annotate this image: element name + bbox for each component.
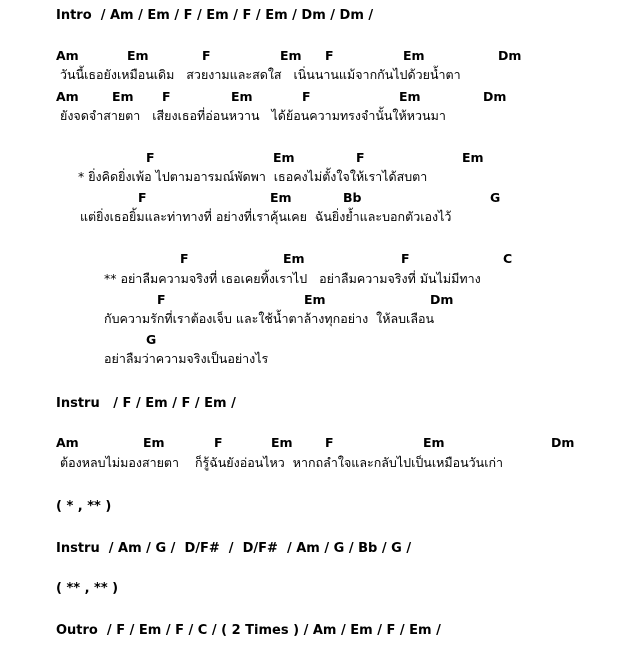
chord: Em: [403, 48, 425, 63]
chord: Em: [112, 89, 134, 104]
chord: F: [138, 190, 147, 205]
chord: Em: [270, 190, 292, 205]
chord: Em: [143, 435, 165, 450]
chord: Em: [280, 48, 302, 63]
lyric-line: * ยิ่งคิดยิ่งเพ้อ ไปตามอารมณ์พัดพา เธอคงไม่ตั้งใจให้เราได้สบตา: [78, 169, 428, 184]
chord: Dm: [430, 292, 454, 307]
chord: G: [490, 190, 501, 205]
chord: F: [180, 251, 189, 266]
chord: Em: [423, 435, 445, 450]
lyric-line: ** อย่าลืมความจริงที่ เธอเคยทิ้งเราไป อย่าลืมความจริงที่ มันไม่มีทาง: [104, 271, 481, 286]
chord: Am: [56, 435, 79, 450]
chord: F: [401, 251, 410, 266]
chord: Bb: [343, 190, 362, 205]
chord: G: [146, 332, 157, 347]
chord: Em: [399, 89, 421, 104]
instrumental-line: Instru / F / Em / F / Em /: [56, 396, 236, 411]
chord: Em: [271, 435, 293, 450]
lyric-line: อย่าลืมว่าความจริงเป็นอย่างไร: [104, 351, 269, 366]
lyric-line: กับความรักที่เราต้องเจ็บ และใช้น้ำตาล้างทุกอย่าง ให้ลบเลือน: [104, 311, 435, 326]
instrumental-line: Instru / Am / G / D/F# / D/F# / Am / G / Bb / G /: [56, 541, 412, 556]
chord: Em: [231, 89, 253, 104]
chord: Am: [56, 48, 79, 63]
chord: F: [157, 292, 166, 307]
intro-line: Intro / Am / Em / F / Em / F / Em / Dm / Dm /: [56, 8, 374, 23]
chord: Em: [304, 292, 326, 307]
chord: F: [202, 48, 211, 63]
chord: F: [162, 89, 171, 104]
chord: Am: [56, 89, 79, 104]
repeat-marker: ( ** , ** ): [56, 581, 119, 596]
chord: Em: [273, 150, 295, 165]
chord: Dm: [498, 48, 522, 63]
chord: Em: [462, 150, 484, 165]
chord: Em: [283, 251, 305, 266]
lyric-line: ยังจดจำสายตา เสียงเธอที่อ่อนหวาน ได้ย้อนความทรงจำนั้นให้หวนมา: [60, 108, 446, 123]
chord: Em: [127, 48, 149, 63]
lyric-line: แต่ยิ่งเธอยิ้มและท่าทางที่ อย่างที่เราคุ้นเคย ฉันยิ่งย้ำและบอกตัวเองไว้: [80, 209, 452, 224]
chord: F: [302, 89, 311, 104]
repeat-marker: ( * , ** ): [56, 499, 112, 514]
chord: Dm: [483, 89, 507, 104]
lyric-line: วันนี้เธอยังเหมือนเดิม สวยงามและสดใส เนิ่นนานแม้จากกันไปด้วยน้ำตา: [60, 67, 461, 82]
chord: F: [146, 150, 155, 165]
chord: Dm: [551, 435, 575, 450]
chord: C: [503, 251, 513, 266]
chord: F: [325, 435, 334, 450]
chord: F: [356, 150, 365, 165]
outro-line: Outro / F / Em / F / C / ( 2 Times ) / Am / Em / F / Em /: [56, 623, 441, 638]
chord: F: [325, 48, 334, 63]
lyric-line: ต้องหลบไม่มองสายตา ก็รู้ฉันยังอ่อนไหว หากถลำใจและกลับไปเป็นเหมือนวันเก่า: [60, 455, 504, 470]
chord: F: [214, 435, 223, 450]
